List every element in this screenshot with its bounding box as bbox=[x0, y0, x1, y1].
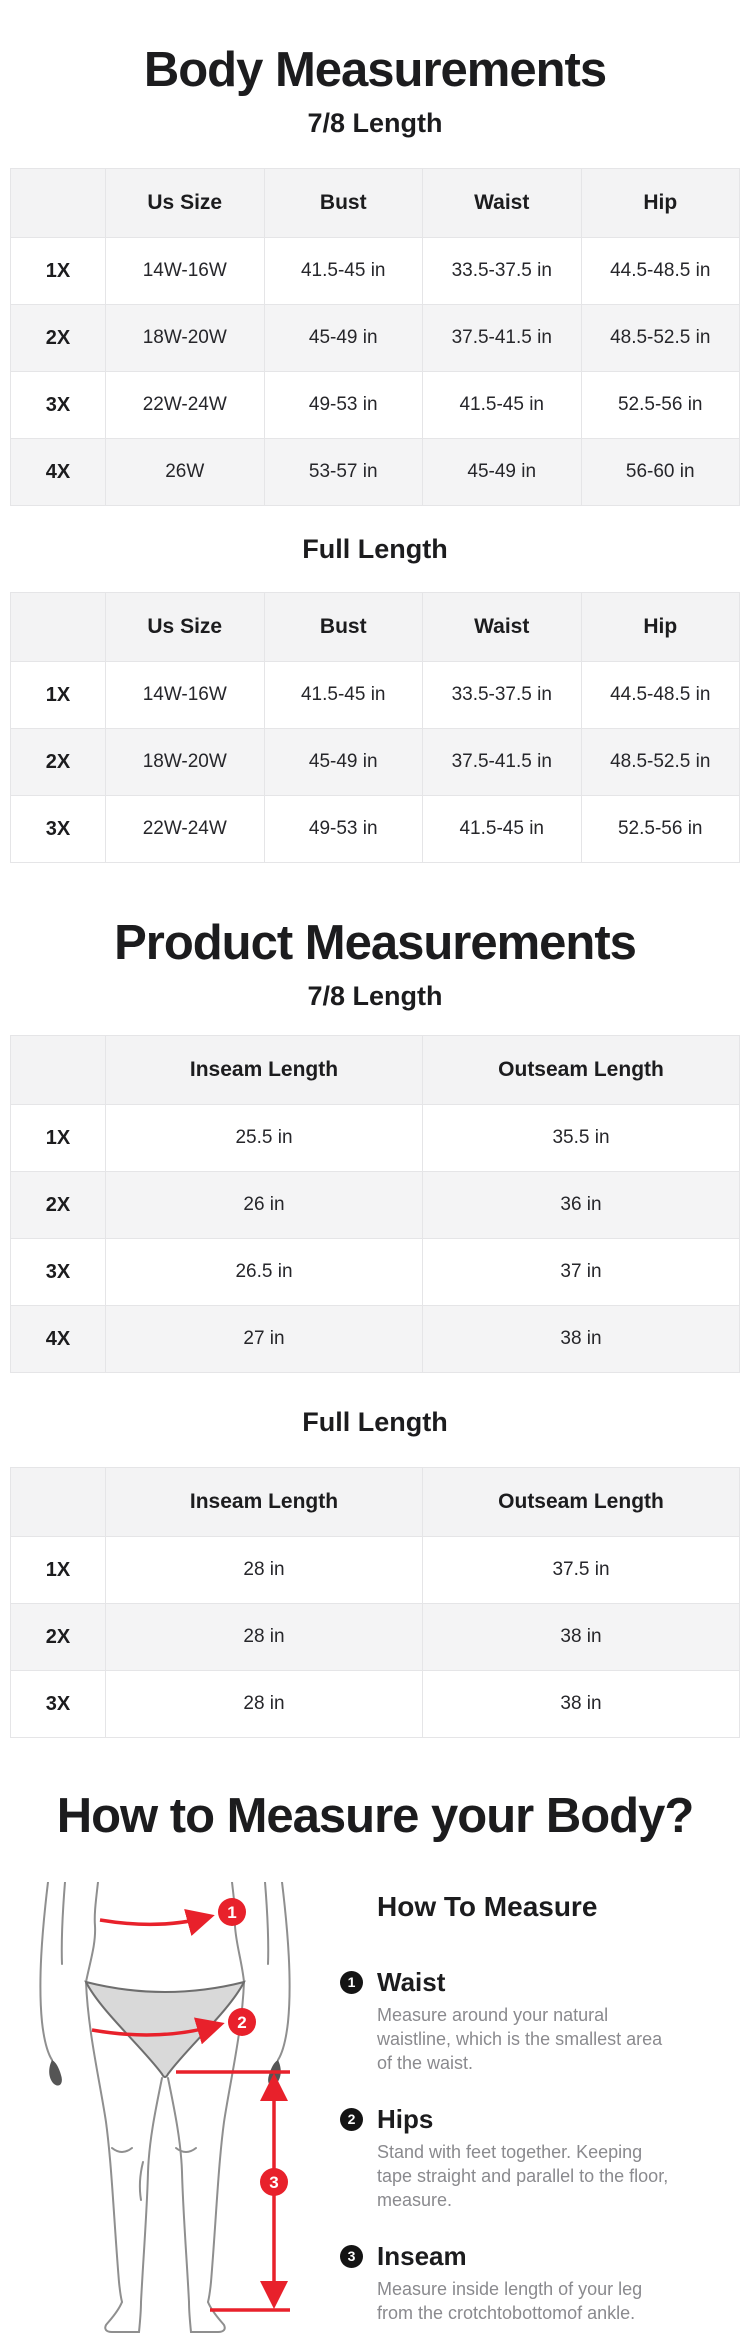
measurement-cell: 18W-20W bbox=[106, 729, 265, 796]
measurement-cell: 41.5-45 in bbox=[423, 796, 582, 863]
measurement-cell: 49-53 in bbox=[264, 372, 423, 439]
measurement-cell: 25.5 in bbox=[106, 1105, 423, 1172]
table-row bbox=[11, 1105, 740, 1172]
body-78-length-heading: 7/8 Length bbox=[307, 108, 443, 138]
measure-item-title: Inseam bbox=[377, 2241, 467, 2271]
corner-cell bbox=[11, 169, 106, 238]
measurement-cell: 33.5-37.5 in bbox=[423, 662, 582, 729]
column-header: Us Size bbox=[106, 169, 265, 238]
body-full-length-heading: Full Length bbox=[302, 534, 448, 564]
table-row bbox=[11, 1537, 740, 1604]
how-to-measure-panel-heading: How To Measure bbox=[377, 1891, 598, 1922]
table-row bbox=[11, 1306, 740, 1373]
size-row-label: 3X bbox=[11, 372, 106, 439]
measurement-cell: 14W-16W bbox=[106, 238, 265, 305]
measurement-cell: 37.5 in bbox=[423, 1537, 740, 1604]
body-measurements-full-table bbox=[10, 592, 740, 863]
measurement-cell: 22W-24W bbox=[106, 796, 265, 863]
measure-item-title: Waist bbox=[377, 1967, 446, 1997]
measurement-cell: 37 in bbox=[423, 1239, 740, 1306]
measurement-cell: 22W-24W bbox=[106, 372, 265, 439]
column-header: Inseam Length bbox=[106, 1036, 423, 1105]
table-row bbox=[11, 439, 740, 506]
measurement-cell: 37.5-41.5 in bbox=[423, 305, 582, 372]
measurement-cell: 38 in bbox=[423, 1604, 740, 1671]
measurement-cell: 38 in bbox=[423, 1306, 740, 1373]
size-row-label: 3X bbox=[11, 796, 106, 863]
measure-item-waist bbox=[340, 1966, 740, 2075]
measurement-cell: 53-57 in bbox=[264, 439, 423, 506]
how-to-measure-panel bbox=[340, 1882, 740, 2339]
product-full-length-heading: Full Length bbox=[302, 1407, 448, 1437]
header-row bbox=[11, 169, 740, 238]
measurement-arrows bbox=[92, 1917, 290, 2310]
measurement-cell: 41.5-45 in bbox=[264, 662, 423, 729]
body-measurements-78-table bbox=[10, 168, 740, 506]
column-header: Hip bbox=[581, 593, 740, 662]
measurement-cell: 28 in bbox=[106, 1537, 423, 1604]
measurement-cell: 45-49 in bbox=[423, 439, 582, 506]
measurement-cell: 44.5-48.5 in bbox=[581, 238, 740, 305]
table-row bbox=[11, 1604, 740, 1671]
measurement-cell: 27 in bbox=[106, 1306, 423, 1373]
measurement-cell: 52.5-56 in bbox=[581, 796, 740, 863]
measurement-cell: 14W-16W bbox=[106, 662, 265, 729]
measurement-cell: 52.5-56 in bbox=[581, 372, 740, 439]
figure-outline bbox=[40, 1882, 289, 2332]
table-row bbox=[11, 796, 740, 863]
table-row bbox=[11, 1172, 740, 1239]
circled-1-icon: 1 bbox=[340, 1971, 363, 1994]
measurement-cell: 18W-20W bbox=[106, 305, 265, 372]
measure-item-description: Stand with feet together. Keeping tape straight and parallel to the floor, measure. bbox=[377, 2142, 669, 2210]
column-header: Hip bbox=[581, 169, 740, 238]
measurement-cell: 37.5-41.5 in bbox=[423, 729, 582, 796]
size-row-label: 1X bbox=[11, 238, 106, 305]
measure-item-hips bbox=[340, 2103, 740, 2212]
header-row bbox=[11, 1036, 740, 1105]
body-diagram-illustration bbox=[10, 1882, 320, 2334]
marker-badges bbox=[218, 1898, 288, 2196]
measure-item-description: Measure inside length of your leg from the crotchtobottomof ankle. bbox=[377, 2279, 643, 2323]
header-row bbox=[11, 1468, 740, 1537]
hip-marker-badge bbox=[228, 2008, 256, 2036]
product-measurements-full-table bbox=[10, 1467, 740, 1738]
measurement-cell: 38 in bbox=[423, 1671, 740, 1738]
column-header: Bust bbox=[264, 169, 423, 238]
measurement-cell: 56-60 in bbox=[581, 439, 740, 506]
measurement-cell: 33.5-37.5 in bbox=[423, 238, 582, 305]
size-row-label: 3X bbox=[11, 1671, 106, 1738]
measure-item-description: Measure around your natural waistline, which is the smallest area of the waist. bbox=[377, 2005, 663, 2073]
measurement-cell: 44.5-48.5 in bbox=[581, 662, 740, 729]
size-row-label: 3X bbox=[11, 1239, 106, 1306]
corner-cell bbox=[11, 593, 106, 662]
measurement-cell: 45-49 in bbox=[264, 729, 423, 796]
measurement-cell: 41.5-45 in bbox=[264, 238, 423, 305]
product-78-length-heading: 7/8 Length bbox=[307, 981, 443, 1011]
corner-cell bbox=[11, 1036, 106, 1105]
table-row bbox=[11, 1239, 740, 1306]
how-to-measure-section bbox=[0, 1882, 750, 2339]
size-row-label: 2X bbox=[11, 305, 106, 372]
svg-text:1: 1 bbox=[227, 1903, 237, 1922]
column-header: Us Size bbox=[106, 593, 265, 662]
measurement-cell: 41.5-45 in bbox=[423, 372, 582, 439]
table-row bbox=[11, 372, 740, 439]
size-row-label: 4X bbox=[11, 439, 106, 506]
svg-text:3: 3 bbox=[269, 2173, 279, 2192]
measurement-cell: 26 in bbox=[106, 1172, 423, 1239]
corner-cell bbox=[11, 1468, 106, 1537]
measurement-cell: 26.5 in bbox=[106, 1239, 423, 1306]
circled-3-icon: 3 bbox=[340, 2245, 363, 2268]
panty-shape bbox=[86, 1982, 247, 2077]
measure-item-title: Hips bbox=[377, 2104, 434, 2134]
column-header: Waist bbox=[423, 169, 582, 238]
measure-item-inseam bbox=[340, 2240, 740, 2325]
measurement-cell: 35.5 in bbox=[423, 1105, 740, 1172]
column-header: Outseam Length bbox=[423, 1468, 740, 1537]
table-row bbox=[11, 1671, 740, 1738]
size-row-label: 2X bbox=[11, 729, 106, 796]
how-to-measure-title: How to Measure your Body? bbox=[56, 1789, 694, 1843]
product-measurements-78-table bbox=[10, 1035, 740, 1373]
product-measurements-title: Product Measurements bbox=[114, 916, 636, 970]
size-row-label: 2X bbox=[11, 1172, 106, 1239]
size-row-label: 4X bbox=[11, 1306, 106, 1373]
waist-marker-badge bbox=[218, 1898, 246, 1926]
size-row-label: 1X bbox=[11, 1105, 106, 1172]
measurement-cell: 28 in bbox=[106, 1671, 423, 1738]
measurement-cell: 26W bbox=[106, 439, 265, 506]
column-header: Waist bbox=[423, 593, 582, 662]
circled-2-icon: 2 bbox=[340, 2108, 363, 2131]
svg-text:2: 2 bbox=[237, 2013, 247, 2032]
size-row-label: 1X bbox=[11, 662, 106, 729]
measurement-cell: 49-53 in bbox=[264, 796, 423, 863]
table-row bbox=[11, 729, 740, 796]
table-row bbox=[11, 305, 740, 372]
column-header: Outseam Length bbox=[423, 1036, 740, 1105]
column-header: Inseam Length bbox=[106, 1468, 423, 1537]
body-measurements-title: Body Measurements bbox=[143, 43, 607, 97]
inseam-marker-badge bbox=[260, 2168, 288, 2196]
measurement-cell: 48.5-52.5 in bbox=[581, 729, 740, 796]
measurement-cell: 45-49 in bbox=[264, 305, 423, 372]
measurement-cell: 28 in bbox=[106, 1604, 423, 1671]
waist-arrow bbox=[100, 1917, 208, 1924]
header-row bbox=[11, 593, 740, 662]
size-row-label: 1X bbox=[11, 1537, 106, 1604]
measurement-cell: 48.5-52.5 in bbox=[581, 305, 740, 372]
column-header: Bust bbox=[264, 593, 423, 662]
table-row bbox=[11, 662, 740, 729]
table-row bbox=[11, 238, 740, 305]
size-row-label: 2X bbox=[11, 1604, 106, 1671]
body-diagram bbox=[10, 1882, 320, 2339]
measurement-cell: 36 in bbox=[423, 1172, 740, 1239]
